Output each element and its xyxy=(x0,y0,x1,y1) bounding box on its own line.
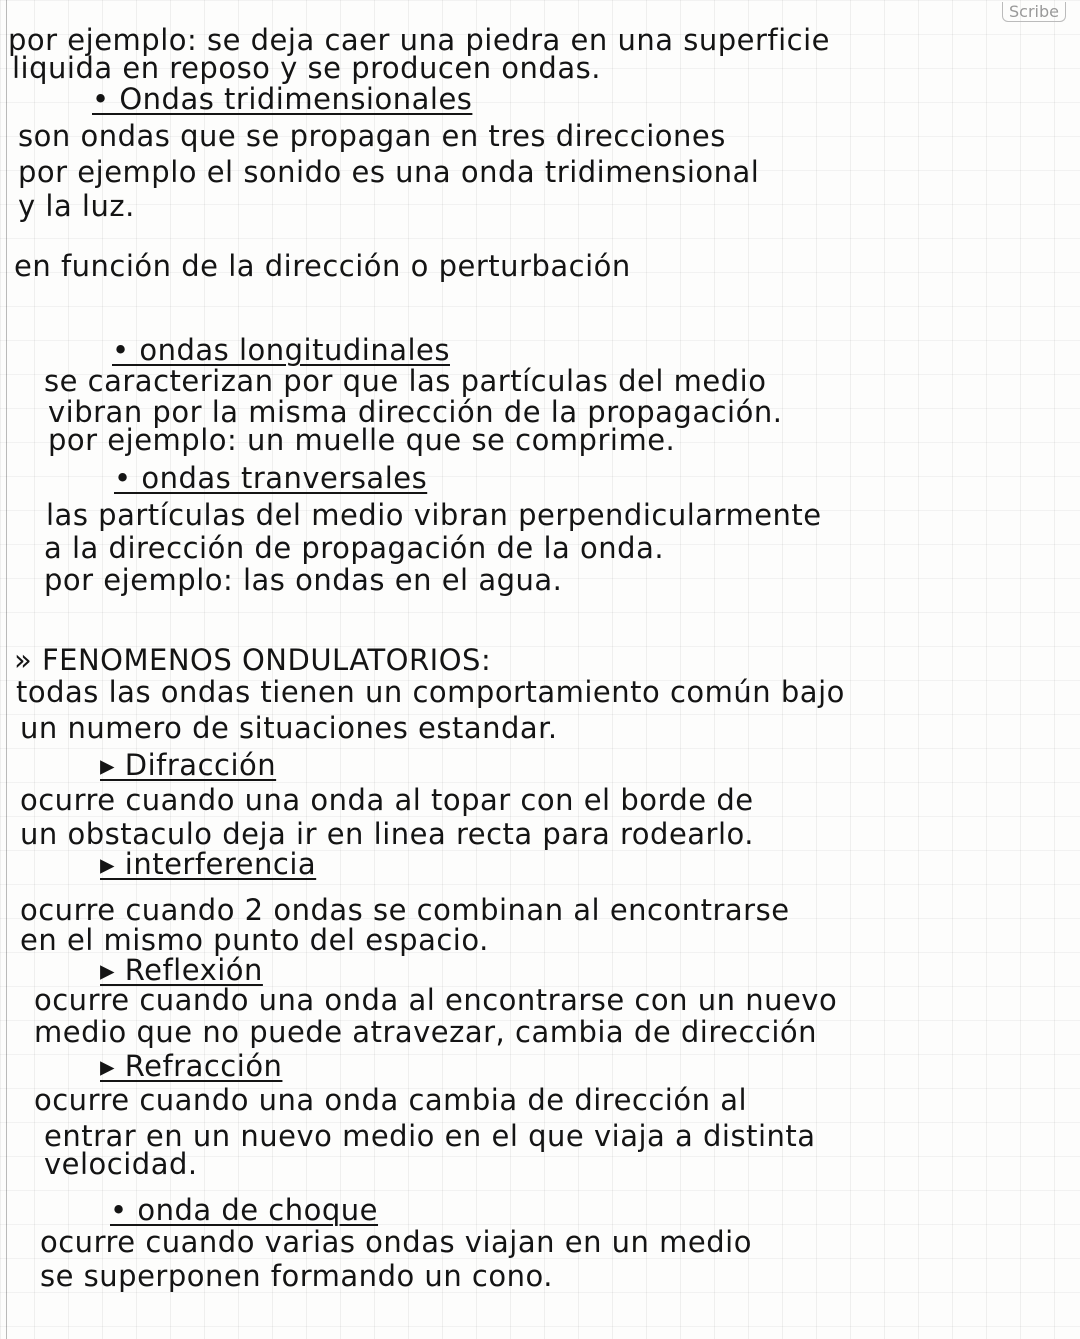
note-line: ocurre cuando una onda cambia de dirección al xyxy=(34,1083,748,1117)
section-heading: ▸ Difracción xyxy=(100,748,277,782)
note-line: un obstaculo deja ir en linea recta para rodearlo. xyxy=(20,817,754,851)
section-heading: • ondas longitudinales xyxy=(112,333,450,367)
note-line: en función de la dirección o perturbación xyxy=(14,249,631,283)
section-heading: • Ondas tridimensionales xyxy=(92,82,473,116)
note-line: en el mismo punto del espacio. xyxy=(20,923,489,957)
note-line: ocurre cuando una onda al encontrarse con un nuevo xyxy=(34,983,838,1017)
note-line: se superponen formando un cono. xyxy=(40,1259,553,1293)
note-line: por ejemplo: las ondas en el agua. xyxy=(44,563,563,597)
section-heading: ▸ interferencia xyxy=(100,847,317,881)
note-line: todas las ondas tienen un comportamiento común bajo xyxy=(16,675,845,709)
section-title: » FENOMENOS ONDULATORIOS: xyxy=(14,643,492,677)
section-heading: • onda de choque xyxy=(110,1193,379,1227)
note-line: vibran por la misma dirección de la propagación. xyxy=(48,395,783,429)
note-line: liquida en reposo y se producen ondas. xyxy=(12,51,601,85)
section-heading: • ondas tranversales xyxy=(114,461,428,495)
note-line: las partículas del medio vibran perpendicularmente xyxy=(46,498,822,532)
note-line: son ondas que se propagan en tres direcciones xyxy=(18,119,726,153)
note-line: ocurre cuando varias ondas viajan en un medio xyxy=(40,1225,752,1259)
note-line: por ejemplo el sonido es una onda tridimensional xyxy=(18,155,760,189)
scribe-logo: Scribe xyxy=(1002,2,1066,22)
note-line: ocurre cuando 2 ondas se combinan al encontrarse xyxy=(20,893,790,927)
note-line: velocidad. xyxy=(44,1147,198,1181)
section-heading: ▸ Refracción xyxy=(100,1049,283,1083)
note-line: medio que no puede atravezar, cambia de dirección xyxy=(34,1015,818,1049)
note-line: y la luz. xyxy=(18,189,135,223)
section-heading: ▸ Reflexión xyxy=(100,953,263,987)
note-line: por ejemplo: se deja caer una piedra en una superficie xyxy=(8,23,830,57)
note-line: por ejemplo: un muelle que se comprime. xyxy=(48,423,676,457)
note-line: entrar en un nuevo medio en el que viaja a distinta xyxy=(44,1119,816,1153)
page-margin-line xyxy=(6,0,7,1339)
note-line: un numero de situaciones estandar. xyxy=(20,711,558,745)
note-line: se caracterizan por que las partículas del medio xyxy=(44,364,767,398)
note-line: a la dirección de propagación de la onda. xyxy=(44,531,665,565)
note-line: ocurre cuando una onda al topar con el borde de xyxy=(20,783,754,817)
